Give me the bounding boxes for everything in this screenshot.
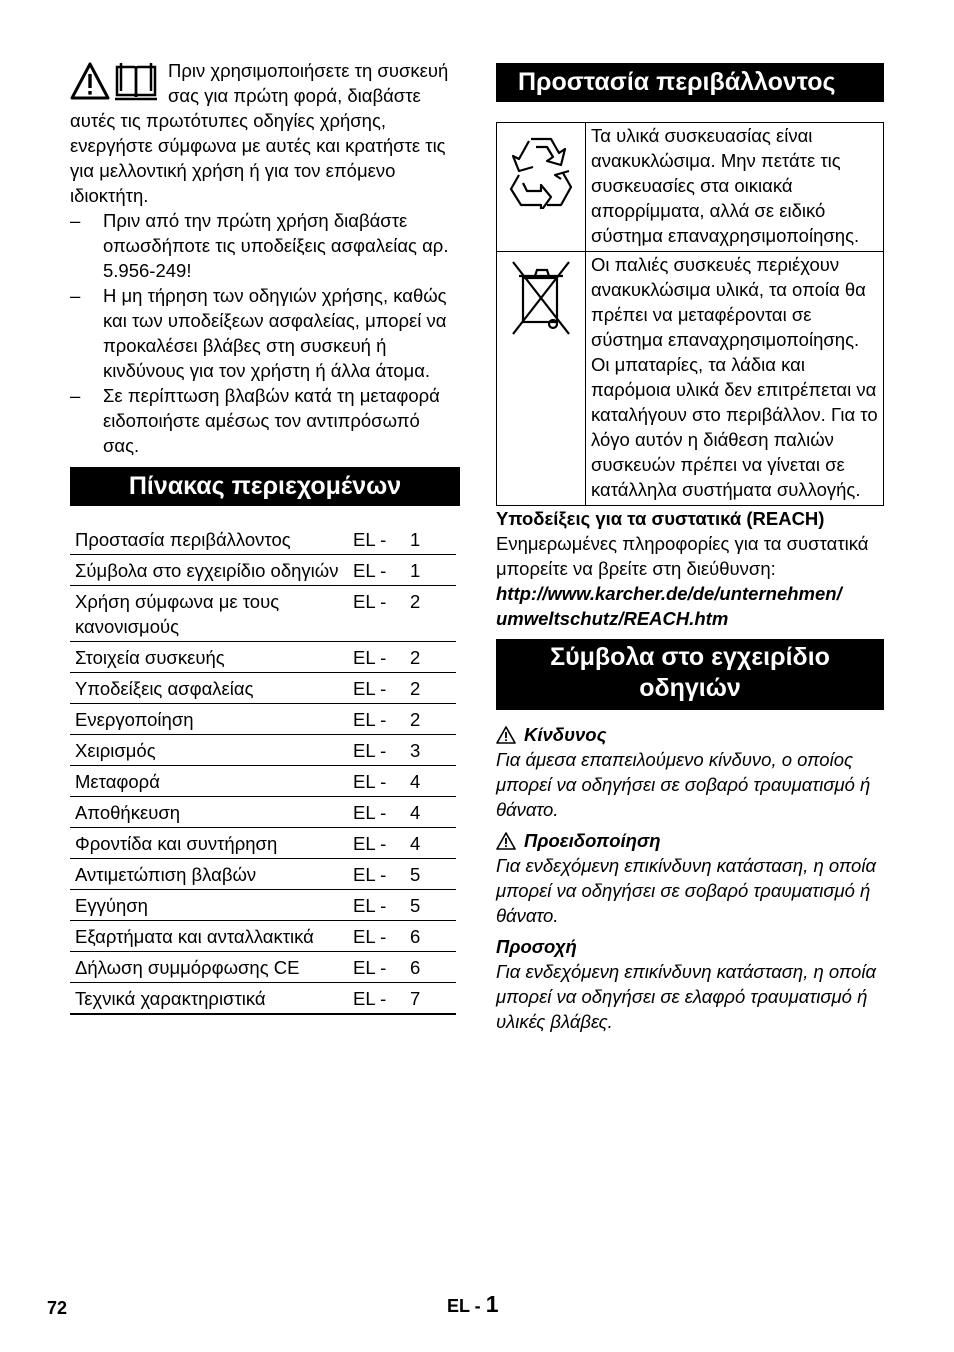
- symbol-text: Για ενδεχόμενη επικίνδυνη κατάσταση, η οποία μπορεί να οδηγήσει σε σοβαρό τραυματισμό ή θάνατο.: [496, 855, 876, 926]
- intro-icons: [70, 61, 160, 103]
- toc-ref: EL -: [353, 555, 405, 586]
- toc-ref: EL -: [353, 921, 405, 952]
- symbols-heading: Σύμβολα στο εγχειρίδιο οδηγιών: [496, 639, 884, 710]
- toc-page: 5: [405, 859, 456, 890]
- toc-ref: EL -: [353, 704, 405, 735]
- manual-book-icon: [114, 61, 158, 101]
- symbol-title: Κίνδυνος: [524, 724, 607, 745]
- toc-heading: Πίνακας περιεχομένων: [70, 467, 460, 506]
- toc-row[interactable]: [70, 586, 456, 642]
- toc-row[interactable]: [70, 555, 456, 586]
- toc-page: 5: [405, 890, 456, 921]
- environment-row: [497, 252, 884, 506]
- toc-ref: EL -: [353, 952, 405, 983]
- toc-title: Σύμβολα στο εγχειρίδιο οδηγιών: [70, 555, 353, 586]
- page-number: 72: [47, 1298, 68, 1318]
- toc-page: 1: [405, 524, 456, 555]
- toc-ref: EL -: [353, 673, 405, 704]
- warning-triangle-icon: [496, 726, 516, 744]
- toc-ref: EL -: [353, 586, 405, 642]
- environment-text: Οι παλιές συσκευές περιέχουν ανακυκλώσιμα υλικά, τα οποία θα πρέπει να μεταφέρονται σε σύστημα επαναχρησιμοποίησης. Οι μπαταρίες, τα λάδια και παρόμοια υλικά δεν επιτρέπεται να καταλήγουν στο περιβάλλον. Για το λόγο αυτόν η διάθεση παλιών συσκευών πρέπει να γίνεται σε κατάλληλα συστήματα συλλογής.: [586, 252, 884, 506]
- toc-ref: EL -: [353, 983, 405, 1015]
- toc-row[interactable]: [70, 921, 456, 952]
- toc-row[interactable]: [70, 704, 456, 735]
- symbol-title: Προσοχή: [496, 936, 577, 957]
- toc-title: Χρήση σύμφωνα με τους κανονισμούς: [70, 586, 353, 642]
- warning-triangle-icon: [70, 61, 110, 101]
- toc-title: Εξαρτήματα και ανταλλακτικά: [70, 921, 353, 952]
- intro-text: Πριν χρησιμοποιήσετε τη συσκευή σας για πρώτη φορά, διαβάστε αυτές τις πρωτότυπες οδηγίες χρήσης, ενεργήστε σύμφωνα με αυτές και κρατήστε τις για μελλοντική χρήση ή για τον επόμενο ιδιοκτήτη.: [70, 60, 449, 206]
- toc-title: Τεχνικά χαρακτηριστικά: [70, 983, 353, 1015]
- toc-title: Δήλωση συμμόρφωσης CE: [70, 952, 353, 983]
- toc-page: 4: [405, 797, 456, 828]
- reach-text: Ενημερωμένες πληροφορίες για τα συστατικά μπορείτε να βρείτε στη διεύθυνση:: [496, 533, 869, 579]
- environment-table: [496, 122, 884, 506]
- symbol-title: Προειδοποίηση: [524, 830, 661, 851]
- environment-row: [497, 123, 884, 252]
- toc-title: Εγγύηση: [70, 890, 353, 921]
- toc-title: Προστασία περιβάλλοντος: [70, 524, 353, 555]
- toc-page: 6: [405, 952, 456, 983]
- right-column: [496, 63, 884, 1034]
- toc-row[interactable]: [70, 735, 456, 766]
- toc-ref: EL -: [353, 766, 405, 797]
- toc-page: 2: [405, 642, 456, 673]
- reach-link[interactable]: http://www.karcher.de/de/unternehmen/ umweltschutz/REACH.htm: [496, 583, 842, 629]
- symbol-text: Για άμεσα επαπειλούμενο κίνδυνο, ο οποίος μπορεί να οδηγήσει σε σοβαρό τραυματισμό ή θάνατο.: [496, 749, 871, 820]
- toc-page: 2: [405, 704, 456, 735]
- list-item: – Σε περίπτωση βλαβών κατά τη μεταφορά ειδοποιήστε αμέσως τον αντιπρόσωπό σας.: [70, 385, 440, 456]
- toc-title: Μεταφορά: [70, 766, 353, 797]
- toc-title: Ενεργοποίηση: [70, 704, 353, 735]
- toc-row[interactable]: [70, 859, 456, 890]
- intro-bullets: [70, 208, 460, 458]
- toc-title: Αντιμετώπιση βλαβών: [70, 859, 353, 890]
- intro-paragraph: [70, 58, 460, 208]
- toc-row[interactable]: [70, 828, 456, 859]
- toc-title: Στοιχεία συσκευής: [70, 642, 353, 673]
- toc-table: [70, 524, 456, 1015]
- toc-row[interactable]: [70, 797, 456, 828]
- recycling-icon: [503, 129, 579, 209]
- list-item: – Πριν από την πρώτη χρήση διαβάστε οπωσδήποτε τις υποδείξεις ασφαλείας αρ. 5.956-249!: [70, 210, 449, 281]
- toc-title: Υποδείξεις ασφαλείας: [70, 673, 353, 704]
- toc-page: 2: [405, 586, 456, 642]
- toc-page: 7: [405, 983, 456, 1015]
- environment-heading: Προστασία περιβάλλοντος: [496, 63, 884, 102]
- symbol-item: [496, 934, 884, 1034]
- toc-ref: EL -: [353, 642, 405, 673]
- left-column: [70, 58, 460, 1015]
- toc-page: 3: [405, 735, 456, 766]
- toc-ref: EL -: [353, 524, 405, 555]
- toc-row[interactable]: [70, 642, 456, 673]
- toc-row[interactable]: [70, 890, 456, 921]
- toc-page: 4: [405, 828, 456, 859]
- warning-triangle-icon: [496, 832, 516, 850]
- toc-ref: EL -: [353, 890, 405, 921]
- toc-ref: EL -: [353, 859, 405, 890]
- toc-row[interactable]: [70, 673, 456, 704]
- toc-page: 2: [405, 673, 456, 704]
- toc-ref: EL -: [353, 828, 405, 859]
- symbol-item: [496, 722, 884, 822]
- toc-ref: EL -: [353, 797, 405, 828]
- toc-ref: EL -: [353, 735, 405, 766]
- reach-title: Υποδείξεις για τα συστατικά (REACH): [496, 508, 825, 529]
- symbol-text: Για ενδεχόμενη επικίνδυνη κατάσταση, η οποία μπορεί να οδηγήσει σε ελαφρό τραυματισμό ή υλικές βλάβες.: [496, 961, 876, 1032]
- toc-page: 4: [405, 766, 456, 797]
- symbol-item: [496, 828, 884, 928]
- toc-row[interactable]: [70, 524, 456, 555]
- toc-title: Φροντίδα και συντήρηση: [70, 828, 353, 859]
- toc-row[interactable]: [70, 952, 456, 983]
- toc-page: 6: [405, 921, 456, 952]
- environment-text: Τα υλικά συσκευασίας είναι ανακυκλώσιμα. Μην πετάτε τις συσκευασίες στα οικιακά απορρίμματα, αλλά σε ειδικό σύστημα επαναχρησιμοποίησης.: [586, 123, 884, 252]
- toc-row[interactable]: [70, 766, 456, 797]
- toc-page: 1: [405, 555, 456, 586]
- toc-row[interactable]: [70, 983, 456, 1015]
- section-page-label: EL - 1: [447, 1291, 499, 1317]
- crossed-out-bin-icon: [509, 258, 573, 338]
- list-item: – Η μη τήρηση των οδηγιών χρήσης, καθώς και των υποδείξεων ασφαλείας, μπορεί να προκαλέσει βλάβες στη συσκευή ή κινδύνους για τον χρήστη ή άλλα άτομα.: [70, 285, 447, 381]
- toc-title: Αποθήκευση: [70, 797, 353, 828]
- toc-title: Χειρισμός: [70, 735, 353, 766]
